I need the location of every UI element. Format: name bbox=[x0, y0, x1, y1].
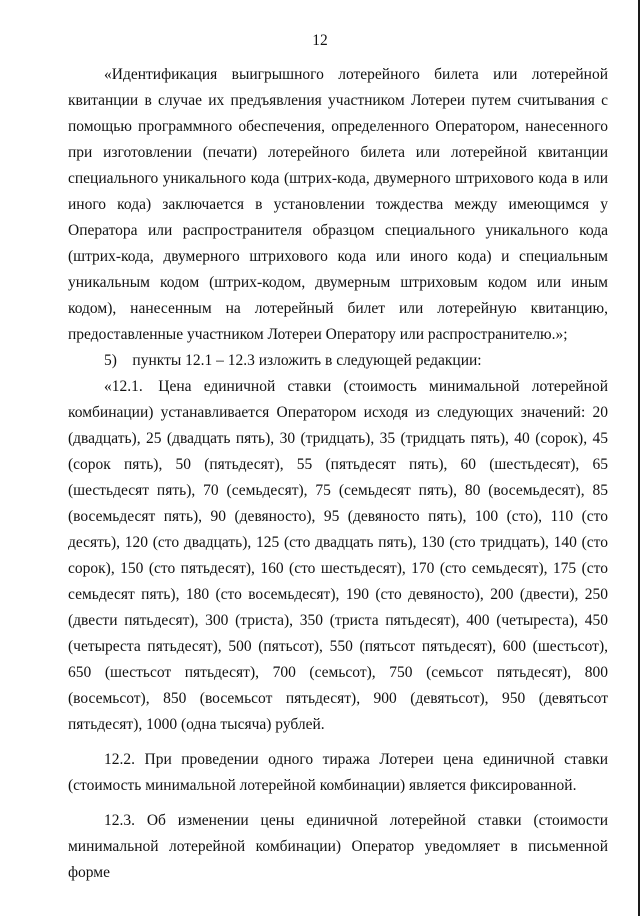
paragraph-identification: «Идентификация выигрышного лотерейного билета или лотерейной квитанции в случае их предъявления участником Лотереи путем считывания с помощью программного обеспечения, определенного Оператором, нанесенного при изготовлении (печати) лотерейного билета или лотерейной квитанции специального уникального кода (штрих-кода, двумерного штрихового кода в или иного кода) заключается в установлении тождества между имеющимся у Оператора или распространителя образцом специального уникального кода (штрих-кода, двумерного штрихового кода или иного кода) и специальным уникальным кодом (штрих-кодом, двумерным штриховым кодом или иным кодом), нанесенным на лотерейный билет или лотерейную квитанцию, предоставленные участником Лотереи Оператору или распространителю.»; bbox=[68, 66, 608, 343]
paragraph-12-3: 12.3. Об изменении цены единичной лотерейной ставки (стоимости минимальной лотерейной комбинации) Оператор уведомляет в письменной форме bbox=[68, 812, 608, 881]
document-body bbox=[68, 62, 608, 886]
paragraph-12-2: 12.2. При проведении одного тиража Лотереи цена единичной ставки (стоимость минимальной лотерейной комбинации) является фиксированной. bbox=[68, 751, 608, 794]
paragraph-12-1: «12.1. Цена единичной ставки (стоимость минимальной лотерейной комбинации) устанавливается Оператором исходя из следующих значений: 20 (двадцать), 25 (двадцать пять), 30 (тридцать), 35 (тридцать пять), 40 (сорок), 45 (сорок пять), 50 (пятьдесят), 55 (пятьдесят пять), 60 (шестьдесят), 65 (шестьдесят пять), 70 (семьдесят), 75 (семьдесят пять), 80 (восемьдесят), 85 (восемьдесят пять), 90 (девяносто), 95 (девяносто пять), 100 (сто), 110 (сто десять), 120 (сто двадцать), 125 (сто двадцать пять), 130 (сто тридцать), 140 (сто сорок), 150 (сто пятьдесят), 160 (сто шестьдесят), 170 (сто семьдесят), 175 (сто семьдесят пять), 180 (сто восемьдесят), 190 (сто девяносто), 200 (двести), 250 (двести пятьдесят), 300 (триста), 350 (триста пятьдесят), 400 (четыреста), 450 (четыреста пятьдесят), 500 (пятьсот), 550 (пятьсот пятьдесят), 600 (шестьсот), 650 (шестьсот пятьдесят), 700 (семьсот), 750 (семьсот пятьдесят), 800 (восемьсот), 850 (восемьсот пятьдесят), 900 (девятьсот), 950 (девятьсот пятьдесят), 1000 (одна тысяча) рублей. bbox=[68, 378, 608, 733]
paragraph-item-5: 5) пункты 12.1 – 12.3 изложить в следующей редакции: bbox=[104, 352, 482, 369]
page-number: 12 bbox=[312, 32, 328, 49]
